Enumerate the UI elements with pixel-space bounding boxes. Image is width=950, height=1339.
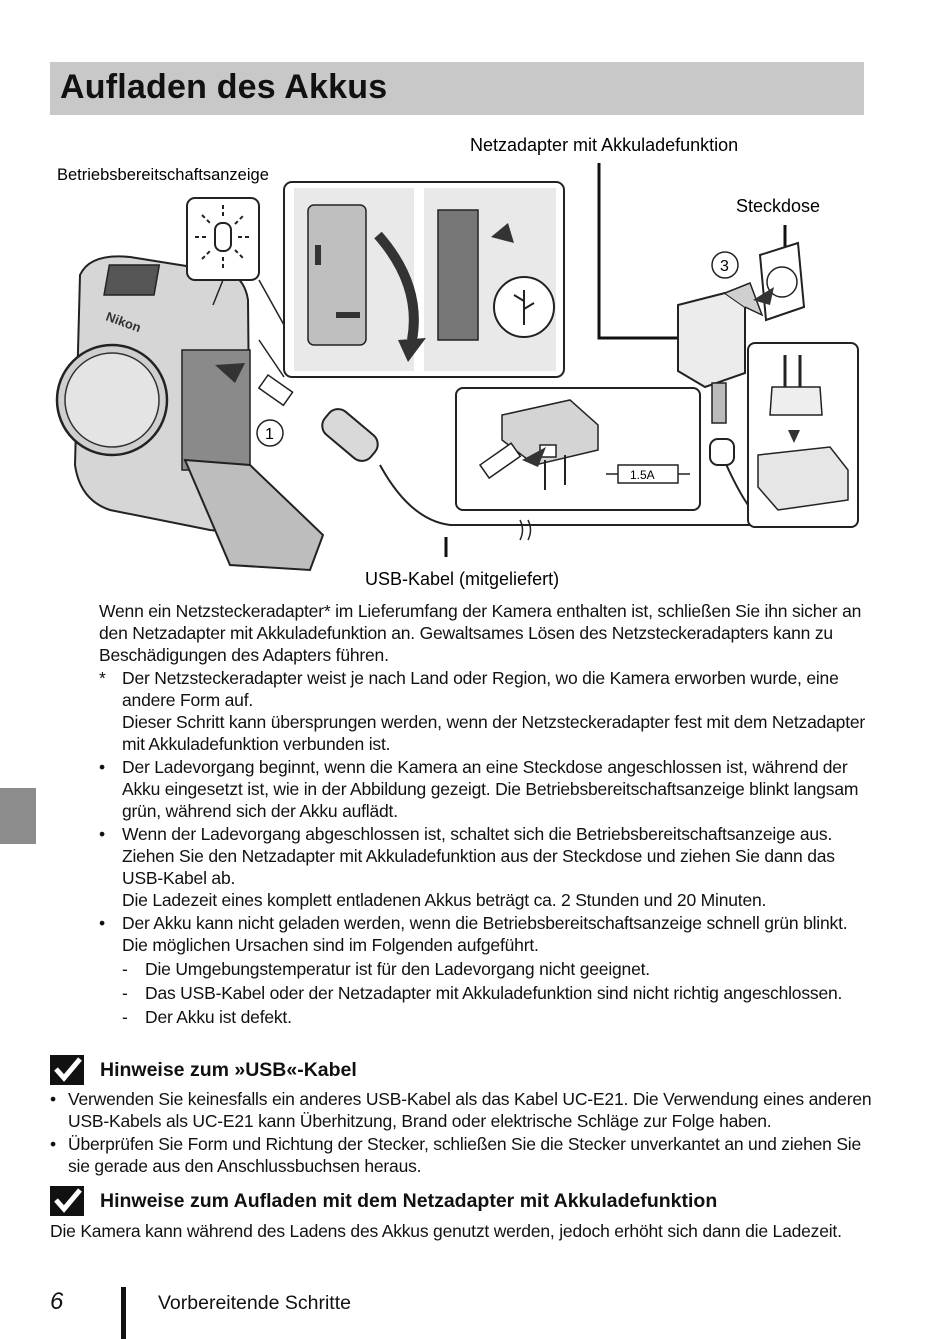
charging-note-text: Die Kamera kann während des Ladens des Akkus genutzt werden, jedoch erhöht sich dann die Ladezeit. [50,1221,842,1241]
footer-divider [121,1287,126,1339]
list-item: * Der Netzsteckeradapter weist je nach Land oder Region, wo die Kamera erworben wurde, eine andere Form auf. Dieser Schritt kann übersprungen werden, wenn der Netzsteckeradapter fest mit dem Netzadapter mit Akkuladefunktion verbunden ist. [99,668,866,754]
page-number: 6 [50,1288,64,1315]
list-item: • Der Ladevorgang beginnt, wenn die Kamera an eine Steckdose angeschlossen ist, während der Akku eingesetzt ist, wie in der Abbildung gezeigt. Die Betriebsbereitschaftsanzeige blinkt langsam grün, während sich der Akku auflädt. [99,757,859,821]
note-title: Hinweise zum »USB«-Kabel [100,1058,357,1081]
instructions-list [99,667,874,1028]
cause-sublist [122,958,874,1028]
power-outlet-icon [753,243,804,320]
sublist-item: - Die Umgebungstemperatur ist für den Ladevorgang nicht geeignet. [122,959,650,979]
caution-check-icon [50,1186,84,1216]
svg-text:3: 3 [720,258,729,275]
title-bar [50,62,864,115]
list-item: • Überprüfen Sie Form und Richtung der Stecker, schließen Sie die Stecker unverkantet an und ziehen Sie sie gerade aus den Anschlussbuchsen heraus. [50,1134,862,1176]
plug-adapter-detail [748,343,858,527]
svg-text:1: 1 [265,426,274,443]
sublist-item: - Der Akku ist defekt. [122,1007,292,1027]
page-title: Aufladen des Akkus [60,68,388,106]
list-item: • Wenn der Ladevorgang abgeschlossen ist, schaltet sich die Betriebsbereitschaftsanzeige aus. Ziehen Sie den Netzadapter mit Akkuladefunktion aus der Steckdose und ziehen Sie dann das USB-Kabel ab. Die Ladezeit eines komplett entladenen Akkus beträgt ca. 2 Stunden und 20 Minuten. [99,824,835,910]
adapter-leader-line [599,163,682,338]
camera-brand-label: Nikon [103,308,144,336]
chapter-tab [0,788,36,844]
list-item: • Verwenden Sie keinesfalls ein anderes USB-Kabel als das Kabel UC-E21. Die Verwendung eines anderen USB-Kabels als UC-E21 kann Überhitzung, Brand oder elektrische Schläge zur Folge haben. [50,1089,872,1131]
charging-illustration [50,125,870,595]
label-power-outlet: Steckdose [736,196,821,216]
current-rating-label: 1.5A [630,468,655,482]
usb-plug-icon [710,439,734,465]
label-usb-cable: USB-Kabel (mitgeliefert) [365,569,560,589]
intro-paragraph: Wenn ein Netzsteckeradapter* im Lieferumfang der Kamera enthalten ist, schließen Sie ihn sicher an den Netzadapter mit Akkuladefunktion an. Gewaltsames Lösen des Netzsteckeradapters kann zu Beschädigungen des Adapters führen. [99,601,862,665]
adapter-connection-detail [456,388,722,510]
list-item: • Der Akku kann nicht geladen werden, wenn die Betriebsbereitschaftsanzeige schnell grün blinkt. Die möglichen Ursachen sind im Folgenden aufgeführt. - Die Umgebungstemperatur ist für den Ladevorgang nicht geeignet. - Das USB-Kabel oder der Netzadapter mit Akkuladefunktion sind nicht richtig angeschlossen. - Der Akku ist defekt. [99,912,874,1028]
usb-cable-note-list [50,1088,880,1177]
sublist-item: - Das USB-Kabel oder der Netzadapter mit Akkuladefunktion sind nicht richtig angeschlossen. [122,983,843,1003]
caution-check-icon [50,1055,84,1085]
note-title: Hinweise zum Aufladen mit dem Netzadapter mit Akkuladefunktion [100,1189,718,1212]
section-name: Vorbereitende Schritte [158,1292,351,1314]
step-3-badge [712,252,738,278]
battery-door-detail [284,182,564,377]
label-standby-indicator: Betriebsbereitschaftsanzeige [57,166,269,184]
usb-cable-note-heading [50,1055,357,1085]
label-charging-adapter: Netzadapter mit Akkuladefunktion [470,135,739,155]
step-1-badge [257,420,283,446]
charging-note-heading [50,1186,717,1216]
